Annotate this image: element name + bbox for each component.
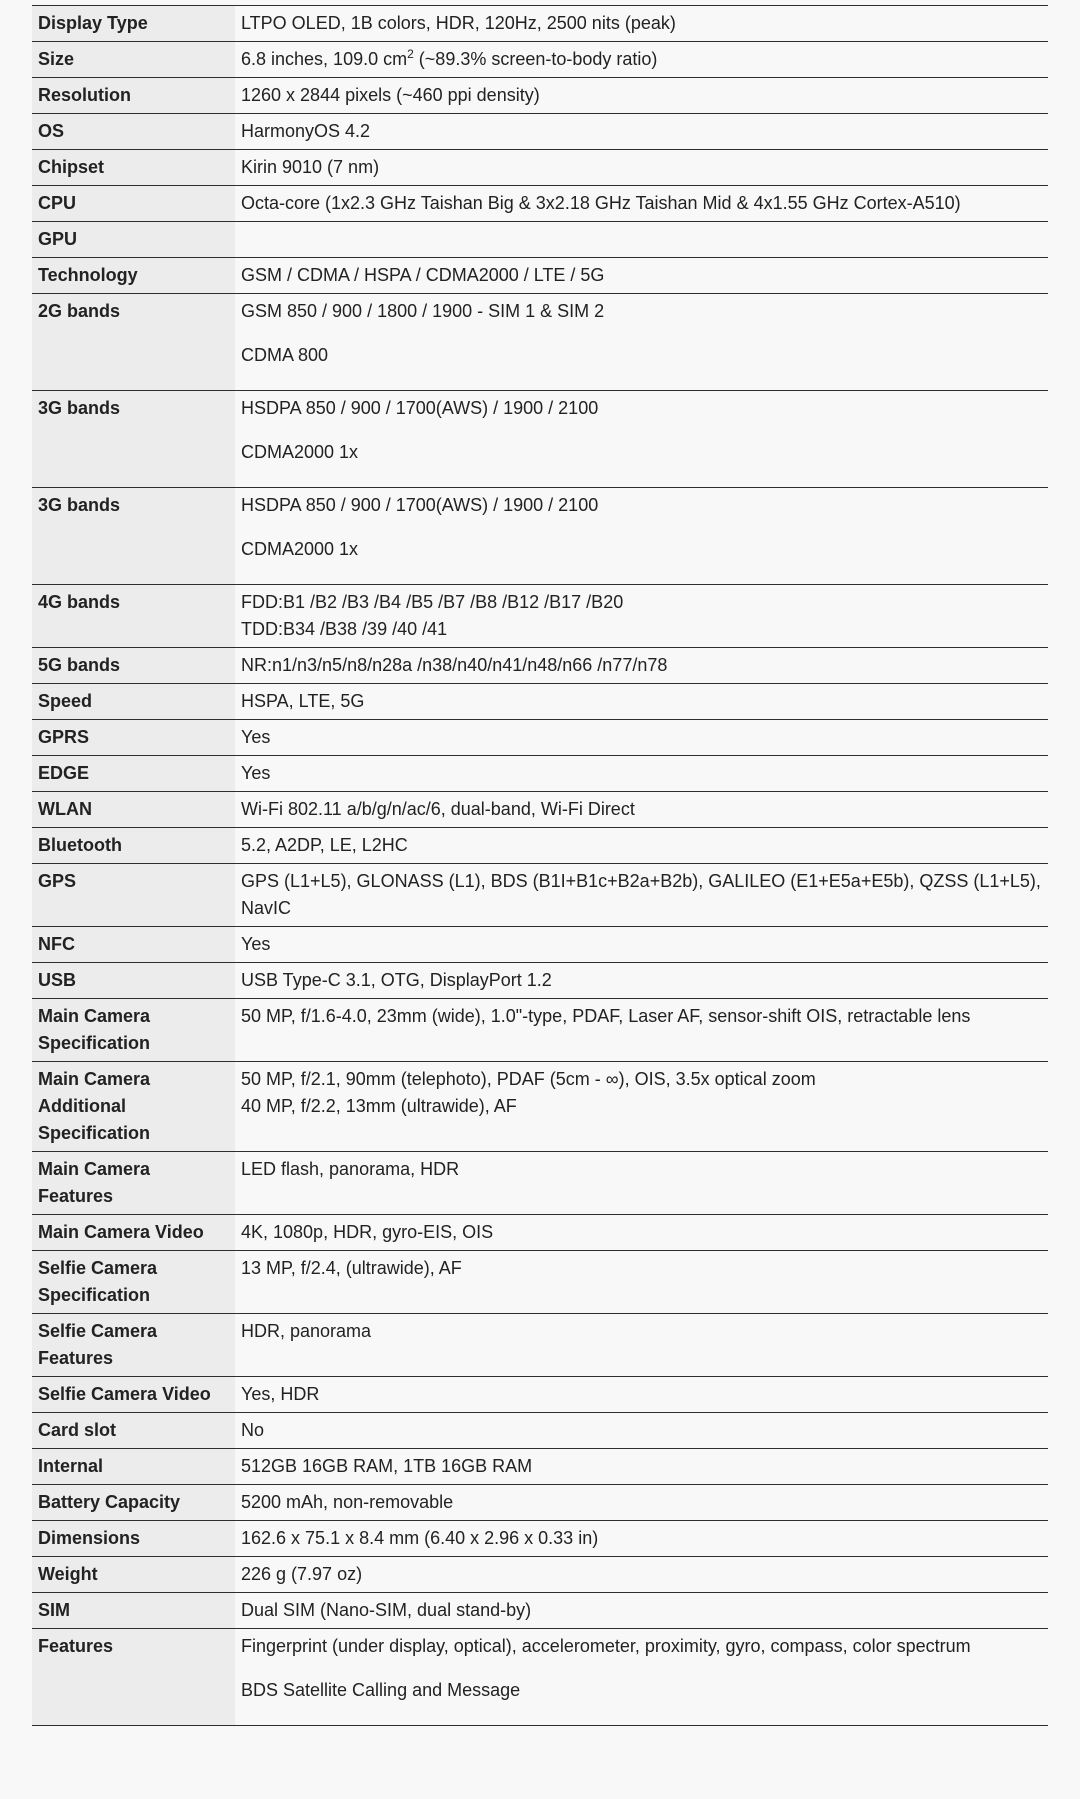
spec-value-text: (~89.3% screen-to-body ratio): [413, 49, 658, 69]
spec-value-line: FDD:B1 /B2 /B3 /B4 /B5 /B7 /B8 /B12 /B17 /B20: [241, 592, 624, 612]
spec-value: [235, 1251, 1048, 1314]
spec-row: [32, 792, 1048, 828]
spec-value-line: GPS (L1+L5), GLONASS (L1), BDS (B1I+B1c+B2a+B2b), GALILEO (E1+E5a+E5b), QZSS (L1+L5), NavIC: [241, 871, 1041, 918]
spec-label: WLAN: [32, 792, 235, 828]
spec-value-line: CDMA 800: [241, 345, 329, 365]
spec-row: [32, 42, 1048, 78]
spec-value-line: Yes: [241, 763, 271, 783]
spec-value: [235, 150, 1048, 186]
spec-row: [32, 1377, 1048, 1413]
spec-value: [235, 488, 1048, 585]
spec-value: [235, 1593, 1048, 1629]
spec-label: NFC: [32, 927, 235, 963]
spec-value-line: CDMA2000 1x: [241, 539, 359, 559]
spec-row: [32, 488, 1048, 585]
spec-value-empty: [241, 226, 1042, 253]
spec-row: [32, 720, 1048, 756]
spec-label: Main Camera Specification: [32, 999, 235, 1062]
spec-value-line: HSDPA 850 / 900 / 1700(AWS) / 1900 / 2100: [241, 495, 599, 515]
spec-value-spacer: [241, 1704, 1042, 1721]
spec-label: Card slot: [32, 1413, 235, 1449]
spec-row: [32, 1314, 1048, 1377]
spec-row: [32, 1215, 1048, 1251]
spec-value-line: 50 MP, f/2.1, 90mm (telephoto), PDAF (5cm - ∞), OIS, 3.5x optical zoom: [241, 1069, 816, 1089]
spec-value: [235, 1062, 1048, 1152]
spec-value-line: 4K, 1080p, HDR, gyro-EIS, OIS: [241, 1222, 494, 1242]
spec-value: [235, 927, 1048, 963]
spec-row: [32, 1593, 1048, 1629]
spec-value-line: HarmonyOS 4.2: [241, 121, 371, 141]
spec-label: Selfie Camera Specification: [32, 1251, 235, 1314]
spec-table-body: [32, 6, 1048, 1726]
spec-value-spacer: [241, 563, 1042, 580]
spec-label: Main Camera Video: [32, 1215, 235, 1251]
spec-value-line: BDS Satellite Calling and Message: [241, 1680, 521, 1700]
spec-row: [32, 756, 1048, 792]
spec-row: [32, 927, 1048, 963]
spec-value-line: USB Type-C 3.1, OTG, DisplayPort 1.2: [241, 970, 552, 990]
spec-row: [32, 1629, 1048, 1726]
spec-value: [235, 1413, 1048, 1449]
spec-row: [32, 1413, 1048, 1449]
spec-value-line: CDMA2000 1x: [241, 442, 359, 462]
spec-row: [32, 864, 1048, 927]
spec-value-line: Wi-Fi 802.11 a/b/g/n/ac/6, dual-band, Wi-Fi Direct: [241, 799, 635, 819]
spec-value-line: 40 MP, f/2.2, 13mm (ultrawide), AF: [241, 1096, 517, 1116]
spec-value-line: 50 MP, f/1.6-4.0, 23mm (wide), 1.0"-type, PDAF, Laser AF, sensor-shift OIS, retractable lens: [241, 1006, 971, 1026]
spec-value-line: 1260 x 2844 pixels (~460 ppi density): [241, 85, 540, 105]
spec-value-line: LTPO OLED, 1B colors, HDR, 120Hz, 2500 nits (peak): [241, 13, 676, 33]
spec-value-line: Yes: [241, 727, 271, 747]
spec-value: [235, 42, 1048, 78]
spec-row: [32, 186, 1048, 222]
spec-label: GPU: [32, 222, 235, 258]
spec-value-text: 6.8 inches, 109.0 cm: [241, 49, 408, 69]
spec-label: Selfie Camera Features: [32, 1314, 235, 1377]
spec-value: [235, 792, 1048, 828]
spec-value-line: 5.2, A2DP, LE, L2HC: [241, 835, 408, 855]
spec-row: [32, 114, 1048, 150]
spec-row: [32, 648, 1048, 684]
spec-label: Main Camera Additional Specification: [32, 1062, 235, 1152]
spec-value-line: GSM 850 / 900 / 1800 / 1900 - SIM 1 & SIM 2: [241, 301, 605, 321]
spec-value-line: [241, 46, 1042, 73]
spec-value: [235, 186, 1048, 222]
spec-value-line: Octa-core (1x2.3 GHz Taishan Big & 3x2.18 GHz Taishan Mid & 4x1.55 GHz Cortex-A510): [241, 193, 961, 213]
spec-label: Technology: [32, 258, 235, 294]
spec-value: [235, 78, 1048, 114]
spec-value: [235, 1215, 1048, 1251]
spec-value: [235, 1377, 1048, 1413]
spec-value-spacer: [241, 466, 1042, 483]
spec-label: GPS: [32, 864, 235, 927]
spec-label: CPU: [32, 186, 235, 222]
spec-value: [235, 258, 1048, 294]
spec-value-line: Kirin 9010 (7 nm): [241, 157, 380, 177]
spec-label: Weight: [32, 1557, 235, 1593]
spec-label: 3G bands: [32, 391, 235, 488]
spec-label: Size: [32, 42, 235, 78]
spec-row: [32, 1251, 1048, 1314]
spec-label: 3G bands: [32, 488, 235, 585]
spec-label: Features: [32, 1629, 235, 1726]
spec-value-line: 226 g (7.97 oz): [241, 1564, 363, 1584]
spec-value-line: GSM / CDMA / HSPA / CDMA2000 / LTE / 5G: [241, 265, 605, 285]
spec-row: [32, 1485, 1048, 1521]
spec-value: [235, 585, 1048, 648]
spec-value-line: 5200 mAh, non-removable: [241, 1492, 454, 1512]
spec-row: [32, 1152, 1048, 1215]
spec-table: [32, 5, 1048, 1726]
spec-label: Main Camera Features: [32, 1152, 235, 1215]
spec-value: [235, 1152, 1048, 1215]
spec-label: 2G bands: [32, 294, 235, 391]
spec-label: USB: [32, 963, 235, 999]
spec-value: [235, 294, 1048, 391]
spec-value-line: HSPA, LTE, 5G: [241, 691, 365, 711]
spec-value-line: No: [241, 1420, 265, 1440]
spec-label: Bluetooth: [32, 828, 235, 864]
spec-value: [235, 828, 1048, 864]
spec-value: [235, 756, 1048, 792]
spec-value-line: TDD:B34 /B38 /39 /40 /41: [241, 619, 448, 639]
spec-value: [235, 684, 1048, 720]
spec-value-line: LED flash, panorama, HDR: [241, 1159, 460, 1179]
spec-row: [32, 222, 1048, 258]
spec-value-superscript: 2: [407, 47, 414, 61]
spec-value: [235, 222, 1048, 258]
spec-label: 5G bands: [32, 648, 235, 684]
spec-value: [235, 1314, 1048, 1377]
spec-row: [32, 828, 1048, 864]
spec-label: SIM: [32, 1593, 235, 1629]
spec-label: Selfie Camera Video: [32, 1377, 235, 1413]
spec-label: Chipset: [32, 150, 235, 186]
spec-row: [32, 294, 1048, 391]
spec-row: [32, 150, 1048, 186]
spec-value-line: NR:n1/n3/n5/n8/n28a /n38/n40/n41/n48/n66 /n77/n78: [241, 655, 668, 675]
spec-row: [32, 1557, 1048, 1593]
spec-value-line: 512GB 16GB RAM, 1TB 16GB RAM: [241, 1456, 533, 1476]
spec-value-line: 13 MP, f/2.4, (ultrawide), AF: [241, 1258, 462, 1278]
spec-label: Speed: [32, 684, 235, 720]
spec-value: [235, 114, 1048, 150]
spec-row: [32, 684, 1048, 720]
spec-value-line: Yes, HDR: [241, 1384, 320, 1404]
spec-label: Display Type: [32, 6, 235, 42]
spec-value: [235, 1557, 1048, 1593]
spec-value-line: Fingerprint (under display, optical), accelerometer, proximity, gyro, compass, color spectrum: [241, 1636, 971, 1656]
spec-value: [235, 1521, 1048, 1557]
spec-label: Resolution: [32, 78, 235, 114]
spec-row: [32, 258, 1048, 294]
spec-label: Battery Capacity: [32, 1485, 235, 1521]
spec-label: 4G bands: [32, 585, 235, 648]
spec-row: [32, 999, 1048, 1062]
spec-value: [235, 720, 1048, 756]
spec-label: EDGE: [32, 756, 235, 792]
spec-label: Internal: [32, 1449, 235, 1485]
spec-value: [235, 1449, 1048, 1485]
spec-value: [235, 963, 1048, 999]
spec-label: OS: [32, 114, 235, 150]
spec-label: Dimensions: [32, 1521, 235, 1557]
spec-value: [235, 1485, 1048, 1521]
spec-value: [235, 648, 1048, 684]
spec-row: [32, 1449, 1048, 1485]
spec-label: GPRS: [32, 720, 235, 756]
spec-row: [32, 1062, 1048, 1152]
spec-row: [32, 78, 1048, 114]
spec-value: [235, 999, 1048, 1062]
spec-value: [235, 391, 1048, 488]
spec-row: [32, 963, 1048, 999]
spec-row: [32, 585, 1048, 648]
spec-value-line: HDR, panorama: [241, 1321, 372, 1341]
spec-value: [235, 864, 1048, 927]
spec-value-line: HSDPA 850 / 900 / 1700(AWS) / 1900 / 2100: [241, 398, 599, 418]
spec-row: [32, 391, 1048, 488]
spec-value-spacer: [241, 369, 1042, 386]
spec-value-line: Dual SIM (Nano-SIM, dual stand-by): [241, 1600, 532, 1620]
spec-row: [32, 6, 1048, 42]
spec-value: [235, 6, 1048, 42]
spec-value-line: Yes: [241, 934, 271, 954]
spec-value: [235, 1629, 1048, 1726]
spec-value-line: 162.6 x 75.1 x 8.4 mm (6.40 x 2.96 x 0.33 in): [241, 1528, 599, 1548]
spec-row: [32, 1521, 1048, 1557]
